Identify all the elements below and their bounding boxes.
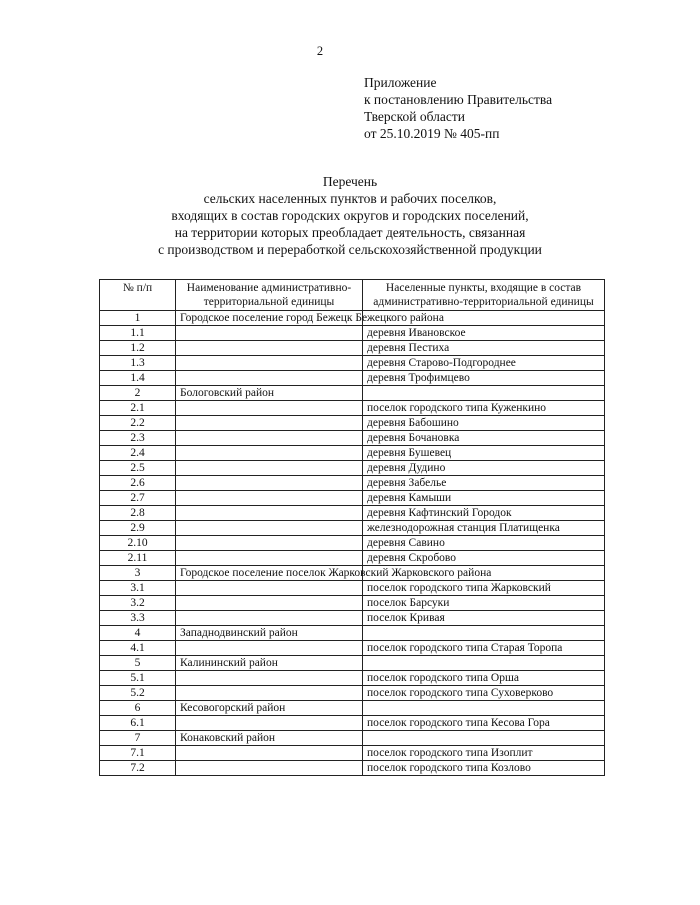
title-line: на территории которых преобладает деятельность, связанная xyxy=(174,225,526,240)
row-number: 7.2 xyxy=(100,761,176,776)
row-unit xyxy=(176,476,363,491)
row-number: 2.8 xyxy=(100,506,176,521)
row-place: деревня Бочановка xyxy=(363,431,605,446)
row-unit xyxy=(176,326,363,341)
table-row xyxy=(100,506,605,521)
row-place: деревня Кафтинский Городок xyxy=(363,506,605,521)
row-unit: Городское поселение поселок Жарковский Жарковского района xyxy=(176,566,363,581)
row-unit: Западнодвинский район xyxy=(176,626,363,641)
table-row xyxy=(100,341,605,356)
table-row xyxy=(100,476,605,491)
table-row xyxy=(100,731,605,746)
row-number: 2.2 xyxy=(100,416,176,431)
row-number: 4 xyxy=(100,626,176,641)
row-unit xyxy=(176,761,363,776)
row-unit: Кесовогорский район xyxy=(176,701,363,716)
row-number: 5.2 xyxy=(100,686,176,701)
row-place: поселок Барсуки xyxy=(363,596,605,611)
row-unit xyxy=(176,341,363,356)
row-place: деревня Старово-Подгороднее xyxy=(363,356,605,371)
row-unit xyxy=(176,446,363,461)
table-body xyxy=(100,311,605,776)
table-row xyxy=(100,326,605,341)
table-row xyxy=(100,701,605,716)
table-row xyxy=(100,761,605,776)
title-line: с производством и переработкой сельскохозяйственной продукции xyxy=(158,242,542,257)
row-unit xyxy=(176,491,363,506)
row-place: поселок городского типа Суховерково xyxy=(363,686,605,701)
row-place: поселок городского типа Кесова Гора xyxy=(363,716,605,731)
row-place: деревня Трофимцево xyxy=(363,371,605,386)
row-number: 2.6 xyxy=(100,476,176,491)
appendix-line: Тверской области xyxy=(364,109,465,124)
row-number: 4.1 xyxy=(100,641,176,656)
row-place: деревня Скробово xyxy=(363,551,605,566)
row-unit xyxy=(176,416,363,431)
table-row xyxy=(100,596,605,611)
row-unit xyxy=(176,461,363,476)
row-place: поселок городского типа Изоплит xyxy=(363,746,605,761)
row-number: 2.11 xyxy=(100,551,176,566)
row-number: 5 xyxy=(100,656,176,671)
row-number: 2.10 xyxy=(100,536,176,551)
row-place: деревня Бабошино xyxy=(363,416,605,431)
row-place: поселок городского типа Козлово xyxy=(363,761,605,776)
row-unit xyxy=(176,746,363,761)
row-place: поселок городского типа Куженкино xyxy=(363,401,605,416)
table-row xyxy=(100,551,605,566)
row-number: 2.4 xyxy=(100,446,176,461)
appendix-line: от 25.10.2019 № 405-пп xyxy=(364,126,500,141)
row-unit xyxy=(176,431,363,446)
row-place xyxy=(363,656,605,671)
row-number: 2.5 xyxy=(100,461,176,476)
table-row xyxy=(100,311,605,326)
page-number: 2 xyxy=(316,44,324,58)
row-unit xyxy=(176,551,363,566)
row-unit xyxy=(176,641,363,656)
row-number: 1.1 xyxy=(100,326,176,341)
row-place: поселок городского типа Орша xyxy=(363,671,605,686)
table-row xyxy=(100,536,605,551)
header-unit: Наименование административно-территориальной единицы xyxy=(176,280,363,311)
settlements-table xyxy=(99,279,605,776)
row-unit: Калининский район xyxy=(176,656,363,671)
row-number: 2.3 xyxy=(100,431,176,446)
table-row xyxy=(100,716,605,731)
table-row xyxy=(100,416,605,431)
row-unit xyxy=(176,521,363,536)
row-unit: Конаковский район xyxy=(176,731,363,746)
row-number: 1.4 xyxy=(100,371,176,386)
table-row xyxy=(100,371,605,386)
header-number: № п/п xyxy=(100,280,176,311)
row-place xyxy=(363,731,605,746)
row-place: железнодорожная станция Платищенка xyxy=(363,521,605,536)
row-number: 3.3 xyxy=(100,611,176,626)
table-row xyxy=(100,746,605,761)
row-place xyxy=(363,626,605,641)
row-number: 2.9 xyxy=(100,521,176,536)
row-unit: Городское поселение город Бежецк Бежецкого района xyxy=(176,311,363,326)
table-row xyxy=(100,656,605,671)
table-row xyxy=(100,491,605,506)
row-unit xyxy=(176,356,363,371)
row-unit xyxy=(176,401,363,416)
table-row xyxy=(100,671,605,686)
table-row xyxy=(100,686,605,701)
row-place: деревня Савино xyxy=(363,536,605,551)
row-unit xyxy=(176,596,363,611)
row-place: деревня Ивановское xyxy=(363,326,605,341)
row-place: поселок Кривая xyxy=(363,611,605,626)
row-place: поселок городского типа Жарковский xyxy=(363,581,605,596)
row-unit xyxy=(176,371,363,386)
row-number: 2.1 xyxy=(100,401,176,416)
table-row xyxy=(100,581,605,596)
row-unit xyxy=(176,506,363,521)
row-unit xyxy=(176,686,363,701)
table-row xyxy=(100,641,605,656)
table-row xyxy=(100,611,605,626)
row-place: деревня Забелье xyxy=(363,476,605,491)
header-places: Населенные пункты, входящие в состав административно-территориальной единицы xyxy=(363,280,605,311)
row-number: 2.7 xyxy=(100,491,176,506)
table-row xyxy=(100,386,605,401)
appendix-block xyxy=(364,74,552,142)
row-number: 3.1 xyxy=(100,581,176,596)
row-number: 2 xyxy=(100,386,176,401)
row-number: 1.2 xyxy=(100,341,176,356)
table-row xyxy=(100,446,605,461)
row-place: поселок городского типа Старая Торопа xyxy=(363,641,605,656)
row-number: 3 xyxy=(100,566,176,581)
row-place: деревня Камыши xyxy=(363,491,605,506)
row-unit: Бологовский район xyxy=(176,386,363,401)
row-number: 7 xyxy=(100,731,176,746)
table-row xyxy=(100,356,605,371)
row-number: 3.2 xyxy=(100,596,176,611)
table-row xyxy=(100,401,605,416)
row-number: 6.1 xyxy=(100,716,176,731)
row-number: 6 xyxy=(100,701,176,716)
row-unit xyxy=(176,581,363,596)
table-row xyxy=(100,626,605,641)
title-line: входящих в состав городских округов и городских поселений, xyxy=(171,208,529,223)
row-number: 1 xyxy=(100,311,176,326)
row-number: 1.3 xyxy=(100,356,176,371)
row-place xyxy=(363,386,605,401)
appendix-line: Приложение xyxy=(364,75,437,90)
appendix-line: к постановлению Правительства xyxy=(364,92,553,107)
row-unit xyxy=(176,671,363,686)
title-line: Перечень xyxy=(322,174,378,189)
table-row xyxy=(100,461,605,476)
document-title xyxy=(0,173,700,258)
row-place: деревня Бушевец xyxy=(363,446,605,461)
row-unit xyxy=(176,611,363,626)
table-row xyxy=(100,521,605,536)
row-number: 5.1 xyxy=(100,671,176,686)
row-place: деревня Пестиха xyxy=(363,341,605,356)
table-row xyxy=(100,566,605,581)
row-unit xyxy=(176,536,363,551)
row-place xyxy=(363,701,605,716)
row-number: 7.1 xyxy=(100,746,176,761)
row-place: деревня Дудино xyxy=(363,461,605,476)
table-header-row xyxy=(100,280,605,311)
table-row xyxy=(100,431,605,446)
row-unit xyxy=(176,716,363,731)
title-line: сельских населенных пунктов и рабочих поселков, xyxy=(203,191,497,206)
